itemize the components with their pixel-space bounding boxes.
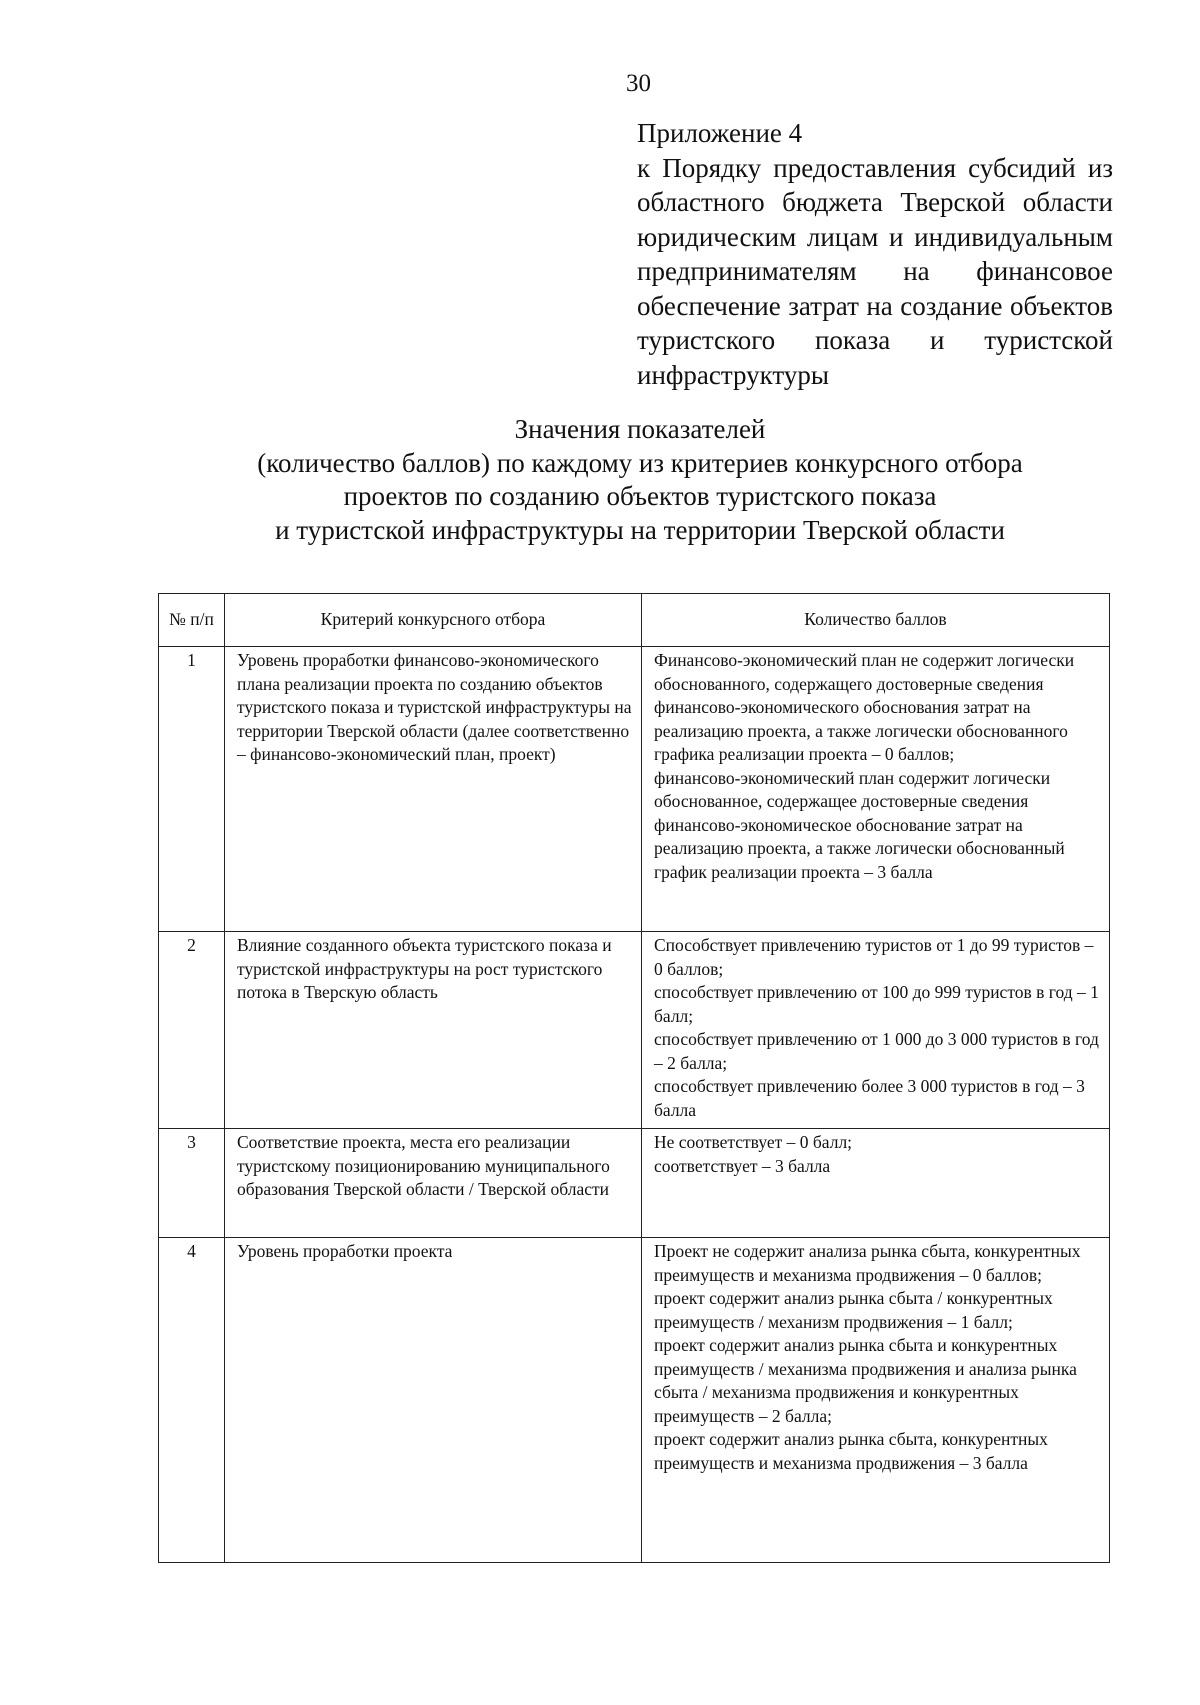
table-row xyxy=(159,647,1110,932)
points-line: финансово-экономический план содержит логически обоснованное, содержащее достоверные сведения финансово-экономическое обоснование затрат на реализацию проекта, а также логически обоснованный график реализации проекта – 3 балла xyxy=(654,767,1065,882)
row-points xyxy=(642,932,1110,1129)
header-points: Количество баллов xyxy=(642,594,1110,647)
header-criterion: Критерий конкурсного отбора xyxy=(225,594,642,647)
row-points xyxy=(642,1129,1110,1238)
row-points xyxy=(642,647,1110,932)
document-title-line: и туристской инфраструктуры на территории Тверской области xyxy=(275,514,1005,545)
points-line: Проект не содержит анализа рынка сбыта, конкурентных преимуществ и механизма продвижения – 0 баллов; xyxy=(654,1241,1081,1285)
document-title-line: Значения показателей xyxy=(514,414,766,444)
points-line: Финансово-экономический план не содержит логически обоснованного, содержащего достоверные сведения финансово-экономического обоснования затрат на реализацию проекта, а также логически обоснованного графика реализации проекта – 0 баллов; xyxy=(654,650,1075,764)
row-criterion: Уровень проработки проекта xyxy=(225,1238,642,1563)
table-row xyxy=(159,1238,1110,1563)
row-points xyxy=(642,1238,1110,1563)
table-row xyxy=(159,932,1110,1129)
points-line: способствует привлечению от 1 000 до 3 000 туристов в год – 2 балла; xyxy=(654,1029,1099,1073)
points-line: проект содержит анализ рынка сбыта / конкурентных преимуществ / механизм продвижения – 1 балл; xyxy=(654,1288,1053,1332)
row-criterion: Уровень проработки финансово-экономического плана реализации проекта по созданию объектов туристского показа и туристской инфраструктуры на территории Тверской области (далее соответственно – финансово-экономический план, проект) xyxy=(225,647,642,932)
appendix-title: Приложение 4 xyxy=(637,118,803,148)
criteria-table xyxy=(158,593,1110,1563)
document-title xyxy=(140,413,1140,547)
points-line: проект содержит анализ рынка сбыта и конкурентных преимуществ / механизма продвижения и анализа рынка сбыта / механизма продвижения и конкурентных преимуществ – 2 балла; xyxy=(654,1335,1077,1426)
table-header-row xyxy=(159,594,1110,647)
appendix-reference: к Порядку предоставления субсидий из областного бюджета Тверской области юридическим лицам и индивидуальным предпринимателям на финансовое обеспечение затрат на создание объектов туристского показа и туристской инфраструктуры xyxy=(637,152,1113,390)
points-line: способствует привлечению от 100 до 999 туристов в год – 1 балл; xyxy=(654,982,1099,1026)
row-criterion: Соответствие проекта, места его реализации туристскому позиционированию муниципального образования Тверской области / Тверской области xyxy=(225,1129,642,1238)
table-row xyxy=(159,1129,1110,1238)
document-title-line: проектов по созданию объектов туристского показа xyxy=(343,481,937,511)
appendix-header xyxy=(637,116,1113,392)
points-line: Не соответствует – 0 балл; xyxy=(654,1132,853,1152)
header-number: № п/п xyxy=(159,594,225,647)
points-line: соответствует – 3 балла xyxy=(654,1155,831,1176)
document-title-line: (количество баллов) по каждому из критериев конкурсного отбора xyxy=(257,447,1023,478)
row-number: 1 xyxy=(159,647,225,932)
points-line: проект содержит анализ рынка сбыта, конкурентных преимуществ и механизма продвижения – 3 балла xyxy=(654,1429,1048,1473)
points-line: Способствует привлечению туристов от 1 до 99 туристов – 0 баллов; xyxy=(654,935,1094,979)
points-line: способствует привлечению более 3 000 туристов в год – 3 балла xyxy=(654,1076,1085,1120)
row-number: 3 xyxy=(159,1129,225,1238)
page-number: 30 xyxy=(626,70,651,97)
row-criterion: Влияние созданного объекта туристского показа и туристской инфраструктуры на рост туристского потока в Тверскую область xyxy=(225,932,642,1129)
row-number: 4 xyxy=(159,1238,225,1563)
row-number: 2 xyxy=(159,932,225,1129)
